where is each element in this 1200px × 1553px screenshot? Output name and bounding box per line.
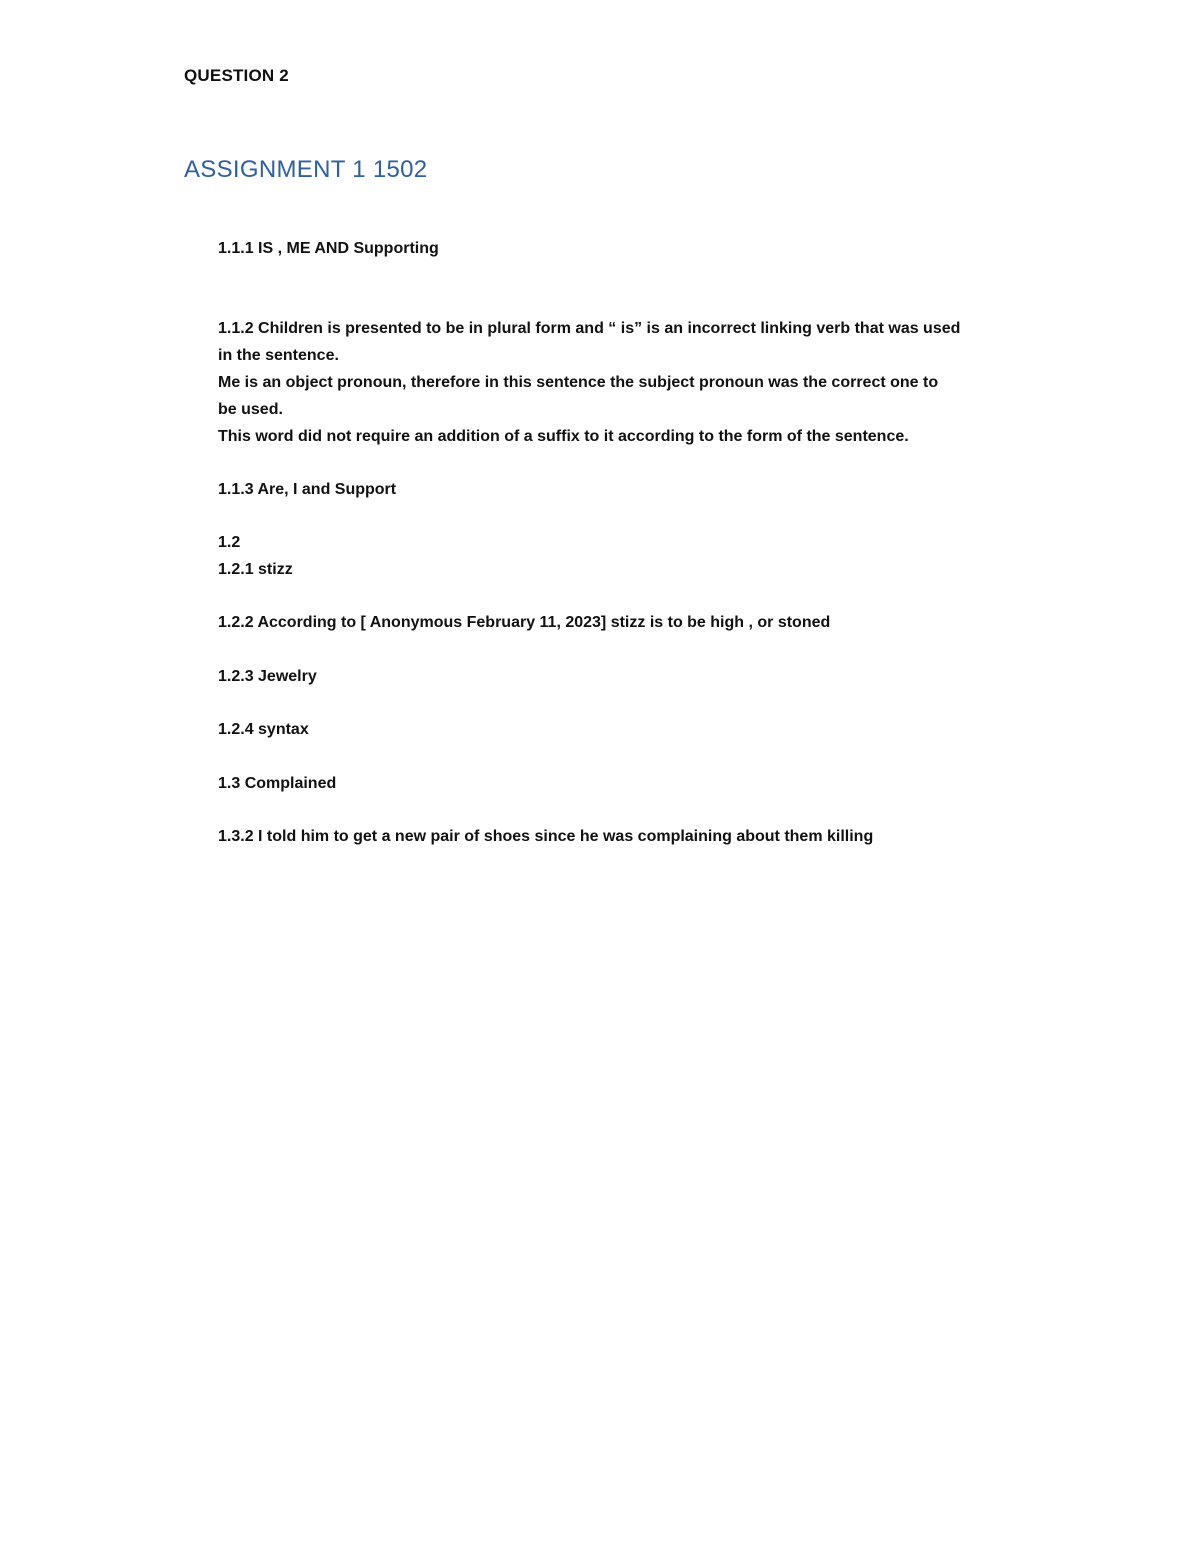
assignment-title: ASSIGNMENT 1 1502 — [184, 156, 428, 183]
answer-line: 1.1.2 Children is presented to be in plural form and “ is” is an incorrect linking verb that was used — [218, 320, 961, 337]
answer-line: 1.1.1 IS , ME AND Supporting — [218, 240, 439, 257]
answer-line: 1.2.1 stizz — [218, 561, 293, 578]
answer-line: 1.3 Complained — [218, 775, 337, 792]
answer-1-2-3 — [218, 663, 1028, 690]
section-number: 1.2 — [218, 534, 241, 551]
answer-line: 1.1.3 Are, I and Support — [218, 481, 397, 498]
answer-line: 1.2.3 Jewelry — [218, 668, 317, 685]
answer-line: Me is an object pronoun, therefore in this sentence the subject pronoun was the correct one to — [218, 374, 939, 391]
answer-1-1-3 — [218, 476, 1028, 503]
question-label: QUESTION 2 — [184, 66, 289, 85]
answer-line: 1.2.4 syntax — [218, 721, 309, 738]
answer-line: 1.3.2 I told him to get a new pair of shoes since he was complaining about them killing — [218, 828, 874, 845]
answer-line: 1.2.2 According to [ Anonymous February 11, 2023] stizz is to be high , or stoned — [218, 614, 831, 631]
answer-line: be used. — [218, 401, 283, 418]
answer-1-2-2 — [218, 609, 1028, 636]
answer-1-3 — [218, 770, 1028, 797]
answer-1-1-1 — [218, 235, 1028, 262]
answer-line: This word did not require an addition of a suffix to it according to the form of the sentence. — [218, 428, 909, 445]
answer-line: in the sentence. — [218, 347, 339, 364]
answer-1-3-2 — [218, 823, 1028, 850]
answer-1-1-2 — [218, 315, 1028, 450]
answer-1-2-4 — [218, 716, 1028, 743]
answer-1-2 — [218, 529, 1028, 583]
